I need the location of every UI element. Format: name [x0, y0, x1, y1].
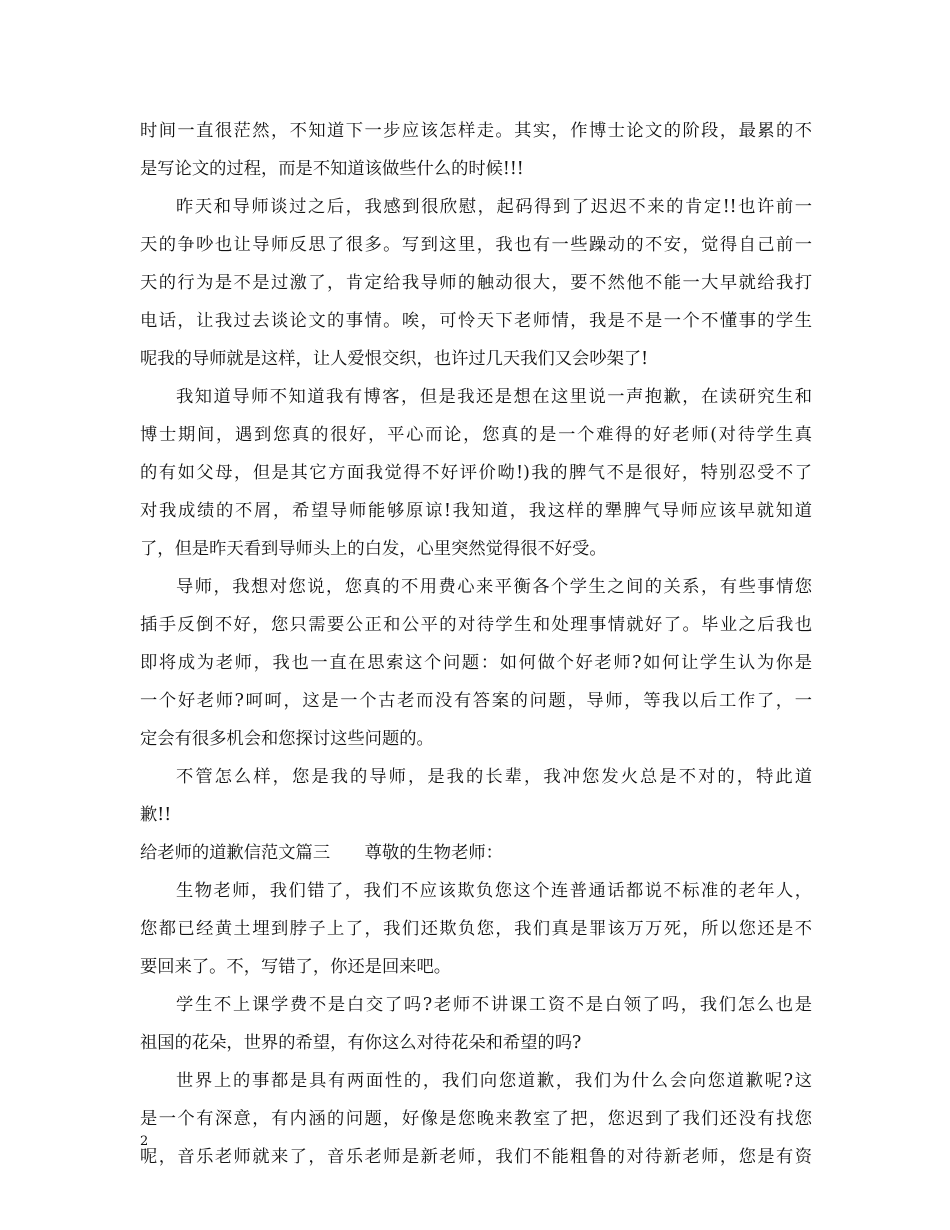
text-line: 世界上的事都是具有两面性的，我们向您道歉，我们为什么会向您道歉呢?这	[176, 1071, 812, 1091]
text-line: 定会有很多机会和您探讨这些问题的。	[140, 729, 434, 749]
text-line: 是一个有深意，有内涵的问题，好像是您晚来教室了把，您迟到了我们还没有找您	[140, 1109, 812, 1129]
text-line: 时间一直很茫然，不知道下一步应该怎样走。其实，作博士论文的阶段，最累的不	[140, 121, 812, 141]
text-line: 博士期间，遇到您真的很好，平心而论，您真的是一个难得的好老师(对待学生真	[140, 425, 812, 445]
text-line: 您都已经黄土埋到脖子上了，我们还欺负您，我们真是罪该万万死，所以您还是不	[140, 919, 812, 939]
text-line: 生物老师，我们错了，我们不应该欺负您这个连普通话都说不标准的老年人，	[176, 881, 812, 901]
text-line: 导师，我想对您说，您真的不用费心来平衡各个学生之间的关系，有些事情您	[176, 577, 812, 597]
text-line: 即将成为老师，我也一直在思索这个问题：如何做个好老师?如何让学生认为你是	[140, 653, 812, 673]
text-line: 祖国的花朵，世界的希望，有你这么对待花朵和希望的吗?	[140, 1033, 582, 1053]
text-line: 昨天和导师谈过之后，我感到很欣慰，起码得到了迟迟不来的肯定!!也许前一	[176, 197, 812, 217]
text-line: 天的争吵也让导师反思了很多。写到这里，我也有一些躁动的不安，觉得自己前一	[140, 235, 812, 255]
page-number: 2	[140, 1134, 149, 1149]
text-line: 插手反倒不好，您只需要公正和公平的对待学生和处理事情就好了。毕业之后我也	[140, 615, 812, 635]
text-line: 要回来了。不，写错了，你还是回来吧。	[140, 957, 452, 977]
text-line: 电话，让我过去谈论文的事情。唉，可怜天下老师情，我是不是一个不懂事的学生	[140, 311, 812, 331]
text-line: 呢我的导师就是这样，让人爱恨交织，也许过几天我们又会吵架了!	[140, 349, 649, 369]
text-line: 学生不上课学费不是白交了吗?老师不讲课工资不是白领了吗，我们怎么也是	[176, 995, 812, 1015]
text-line: 天的行为是不是过激了，肯定给我导师的触动很大，要不然他不能一大早就给我打	[140, 273, 812, 293]
document-body	[140, 112, 812, 1176]
text-line: 歉!!	[140, 805, 172, 825]
text-line: 我知道导师不知道我有博客，但是我还是想在这里说一声抱歉，在读研究生和	[176, 387, 812, 407]
text-line: 一个好老师?呵呵，这是一个古老而没有答案的问题，导师，等我以后工作了，一	[140, 691, 812, 711]
text-line: 的有如父母，但是其它方面我觉得不好评价呦!)我的脾气不是很好，特别忍受不了	[140, 463, 812, 483]
text-line: 对我成绩的不屑，希望导师能够原谅!我知道，我这样的犟脾气导师应该早就知道	[140, 501, 812, 521]
section-heading: 给老师的道歉信范文篇三 尊敬的生物老师：	[140, 843, 503, 863]
text-line: 不管怎么样，您是我的导师，是我的长辈，我冲您发火总是不对的，特此道	[176, 767, 812, 787]
text-line: 了，但是昨天看到导师头上的白发，心里突然觉得很不好受。	[140, 539, 607, 559]
text-line: 是写论文的过程，而是不知道该做些什么的时候!!!	[140, 159, 524, 179]
text-line: 呢，音乐老师就来了，音乐老师是新老师，我们不能粗鲁的对待新老师，您是有资	[140, 1147, 812, 1167]
